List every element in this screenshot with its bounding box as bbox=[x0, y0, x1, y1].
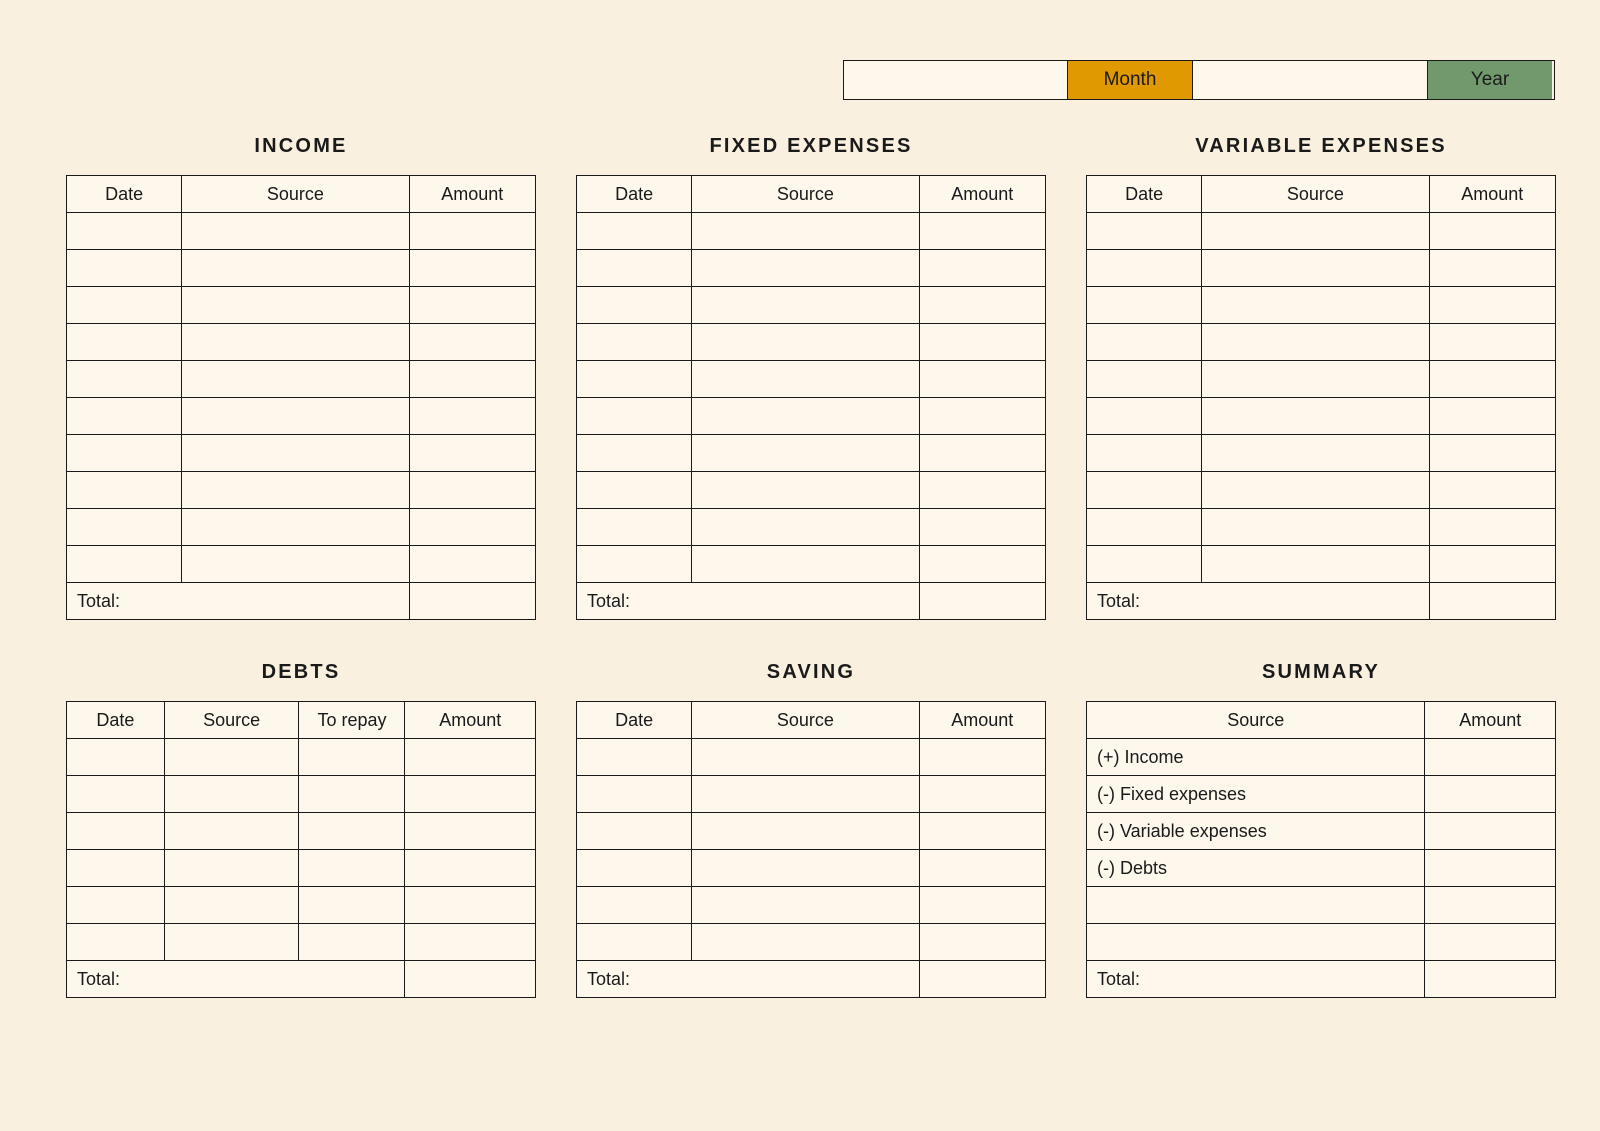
summary-row-value[interactable] bbox=[1425, 924, 1556, 961]
table-row[interactable] bbox=[1087, 324, 1556, 361]
variable-cell-date[interactable] bbox=[1087, 472, 1202, 509]
variable-cell-source[interactable] bbox=[1202, 546, 1429, 583]
summary-row-label: (-) Variable expenses bbox=[1087, 813, 1425, 850]
debts-cell-amount[interactable] bbox=[405, 850, 536, 887]
table-row[interactable] bbox=[1087, 472, 1556, 509]
debts-col-source: Source bbox=[164, 702, 299, 739]
summary-row-label: (-) Fixed expenses bbox=[1087, 776, 1425, 813]
table-row[interactable] bbox=[577, 850, 1046, 887]
income-cell-amount[interactable] bbox=[409, 509, 535, 546]
income-cell-date[interactable] bbox=[67, 361, 182, 398]
debts-cell-date[interactable] bbox=[67, 813, 165, 850]
income-cell-source[interactable] bbox=[182, 472, 409, 509]
income-table bbox=[66, 175, 536, 620]
income-cell-amount[interactable] bbox=[409, 472, 535, 509]
saving-cell-amount[interactable] bbox=[919, 739, 1045, 776]
income-total-value[interactable] bbox=[409, 583, 535, 620]
fixed-cell-date[interactable] bbox=[577, 546, 692, 583]
debts-cell-date[interactable] bbox=[67, 739, 165, 776]
fixed-cell-source[interactable] bbox=[692, 509, 919, 546]
variable-cell-source[interactable] bbox=[1202, 509, 1429, 546]
fixed-cell-date[interactable] bbox=[577, 213, 692, 250]
table-row[interactable] bbox=[577, 776, 1046, 813]
saving-table bbox=[576, 701, 1046, 998]
saving-total-label: Total: bbox=[577, 961, 920, 998]
saving-cell-source[interactable] bbox=[692, 887, 919, 924]
debts-cell-source[interactable] bbox=[164, 887, 299, 924]
table-row[interactable] bbox=[1087, 250, 1556, 287]
table-row[interactable] bbox=[67, 287, 536, 324]
debts-col-date: Date bbox=[67, 702, 165, 739]
income-col-source: Source bbox=[182, 176, 409, 213]
table-row[interactable] bbox=[67, 324, 536, 361]
debts-cell-source[interactable] bbox=[164, 776, 299, 813]
variable-cell-date[interactable] bbox=[1087, 435, 1202, 472]
table-row[interactable] bbox=[1087, 813, 1556, 850]
table-row[interactable] bbox=[1087, 361, 1556, 398]
section-saving bbox=[576, 661, 1046, 998]
income-cell-amount[interactable] bbox=[409, 287, 535, 324]
variable-cell-date[interactable] bbox=[1087, 398, 1202, 435]
debts-cell-amount[interactable] bbox=[405, 776, 536, 813]
fixed-cell-amount[interactable] bbox=[919, 250, 1045, 287]
section-variable-expenses bbox=[1086, 135, 1556, 620]
table-row[interactable] bbox=[67, 250, 536, 287]
summary-row-label[interactable] bbox=[1087, 924, 1425, 961]
table-row[interactable] bbox=[577, 324, 1046, 361]
variable-cell-source[interactable] bbox=[1202, 213, 1429, 250]
fixed-cell-source[interactable] bbox=[692, 213, 919, 250]
table-row[interactable] bbox=[1087, 924, 1556, 961]
income-cell-source[interactable] bbox=[182, 546, 409, 583]
saving-cell-amount[interactable] bbox=[919, 924, 1045, 961]
income-cell-amount[interactable] bbox=[409, 250, 535, 287]
variable-cell-date[interactable] bbox=[1087, 250, 1202, 287]
debts-col-amount: Amount bbox=[405, 702, 536, 739]
saving-cell-date[interactable] bbox=[577, 924, 692, 961]
variable-cell-source[interactable] bbox=[1202, 361, 1429, 398]
debts-cell-source[interactable] bbox=[164, 850, 299, 887]
fixed-cell-amount[interactable] bbox=[919, 361, 1045, 398]
table-row[interactable] bbox=[67, 361, 536, 398]
debts-total-value[interactable] bbox=[405, 961, 536, 998]
debts-cell-source[interactable] bbox=[164, 813, 299, 850]
table-row[interactable] bbox=[1087, 213, 1556, 250]
fixed-cell-amount[interactable] bbox=[919, 546, 1045, 583]
section-income bbox=[66, 135, 536, 620]
income-cell-date[interactable] bbox=[67, 250, 182, 287]
income-total-row[interactable] bbox=[67, 583, 536, 620]
variable-cell-amount[interactable] bbox=[1429, 324, 1555, 361]
table-row[interactable] bbox=[67, 739, 536, 776]
section-fixed-expenses bbox=[576, 135, 1046, 620]
table-row[interactable] bbox=[1087, 287, 1556, 324]
table-row[interactable] bbox=[67, 509, 536, 546]
income-cell-source[interactable] bbox=[182, 287, 409, 324]
fixed-expenses-header-row bbox=[577, 176, 1046, 213]
income-col-amount: Amount bbox=[409, 176, 535, 213]
income-cell-amount[interactable] bbox=[409, 324, 535, 361]
income-title: INCOME bbox=[254, 135, 348, 157]
summary-row-label: (-) Debts bbox=[1087, 850, 1425, 887]
variable-cell-amount[interactable] bbox=[1429, 213, 1555, 250]
income-cell-date[interactable] bbox=[67, 472, 182, 509]
table-row[interactable] bbox=[1087, 546, 1556, 583]
saving-cell-amount[interactable] bbox=[919, 887, 1045, 924]
summary-row-label: (+) Income bbox=[1087, 739, 1425, 776]
debts-header-row bbox=[67, 702, 536, 739]
summary-row-label[interactable] bbox=[1087, 887, 1425, 924]
variable-cell-amount[interactable] bbox=[1429, 509, 1555, 546]
debts-cell-to-repay[interactable] bbox=[299, 739, 405, 776]
variable-expenses-header-row bbox=[1087, 176, 1556, 213]
table-row[interactable] bbox=[67, 435, 536, 472]
table-row[interactable] bbox=[1087, 398, 1556, 435]
saving-cell-amount[interactable] bbox=[919, 813, 1045, 850]
debts-cell-date[interactable] bbox=[67, 776, 165, 813]
variable-cell-date[interactable] bbox=[1087, 509, 1202, 546]
variable-cell-date[interactable] bbox=[1087, 361, 1202, 398]
table-row[interactable] bbox=[1087, 850, 1556, 887]
debts-cell-amount[interactable] bbox=[405, 739, 536, 776]
debts-cell-amount[interactable] bbox=[405, 924, 536, 961]
table-row[interactable] bbox=[1087, 509, 1556, 546]
variable-expenses-table bbox=[1086, 175, 1556, 620]
summary-total-value[interactable] bbox=[1425, 961, 1556, 998]
variable-cell-amount[interactable] bbox=[1429, 250, 1555, 287]
table-row[interactable] bbox=[67, 924, 536, 961]
income-cell-amount[interactable] bbox=[409, 398, 535, 435]
variable-cell-amount[interactable] bbox=[1429, 435, 1555, 472]
variable-cell-amount[interactable] bbox=[1429, 361, 1555, 398]
fixed-cell-amount[interactable] bbox=[919, 324, 1045, 361]
year-label: Year bbox=[1428, 61, 1552, 99]
saving-cell-source[interactable] bbox=[692, 776, 919, 813]
income-cell-source[interactable] bbox=[182, 398, 409, 435]
summary-col-source: Source bbox=[1087, 702, 1425, 739]
saving-total-value[interactable] bbox=[919, 961, 1045, 998]
table-row[interactable] bbox=[577, 509, 1046, 546]
fixed-expenses-title: FIXED EXPENSES bbox=[709, 135, 913, 157]
summary-row-value[interactable] bbox=[1425, 850, 1556, 887]
income-cell-source[interactable] bbox=[182, 361, 409, 398]
summary-table bbox=[1086, 701, 1556, 998]
table-row[interactable] bbox=[577, 398, 1046, 435]
sections-grid bbox=[0, 135, 1600, 998]
saving-cell-amount[interactable] bbox=[919, 850, 1045, 887]
table-row[interactable] bbox=[1087, 739, 1556, 776]
saving-cell-date[interactable] bbox=[577, 776, 692, 813]
income-cell-source[interactable] bbox=[182, 509, 409, 546]
fixed-cell-date[interactable] bbox=[577, 472, 692, 509]
debts-title: DEBTS bbox=[261, 661, 341, 683]
fixed-expenses-total-value[interactable] bbox=[919, 583, 1045, 620]
debts-cell-source[interactable] bbox=[164, 739, 299, 776]
variable-cell-amount[interactable] bbox=[1429, 546, 1555, 583]
income-cell-amount[interactable] bbox=[409, 361, 535, 398]
income-cell-amount[interactable] bbox=[409, 435, 535, 472]
fixed-cell-date[interactable] bbox=[577, 324, 692, 361]
income-col-date: Date bbox=[67, 176, 182, 213]
table-row[interactable] bbox=[1087, 776, 1556, 813]
month-label: Month bbox=[1068, 61, 1193, 99]
fixed-expenses-table bbox=[576, 175, 1046, 620]
table-row[interactable] bbox=[577, 435, 1046, 472]
fixed-cell-amount[interactable] bbox=[919, 213, 1045, 250]
table-row[interactable] bbox=[67, 398, 536, 435]
saving-col-source: Source bbox=[692, 702, 919, 739]
table-row[interactable] bbox=[67, 813, 536, 850]
debts-cell-to-repay[interactable] bbox=[299, 850, 405, 887]
sections-row-top bbox=[0, 135, 1600, 620]
summary-col-amount: Amount bbox=[1425, 702, 1556, 739]
saving-cell-date[interactable] bbox=[577, 813, 692, 850]
summary-row-value[interactable] bbox=[1425, 776, 1556, 813]
income-cell-source[interactable] bbox=[182, 213, 409, 250]
variable-expenses-col-date: Date bbox=[1087, 176, 1202, 213]
income-cell-date[interactable] bbox=[67, 509, 182, 546]
table-row[interactable] bbox=[67, 546, 536, 583]
variable-cell-source[interactable] bbox=[1202, 250, 1429, 287]
summary-title: SUMMARY bbox=[1262, 661, 1380, 683]
fixed-cell-source[interactable] bbox=[692, 324, 919, 361]
summary-row-value[interactable] bbox=[1425, 739, 1556, 776]
variable-expenses-title: VARIABLE EXPENSES bbox=[1195, 135, 1447, 157]
variable-cell-amount[interactable] bbox=[1429, 398, 1555, 435]
fixed-cell-date[interactable] bbox=[577, 398, 692, 435]
fixed-cell-source[interactable] bbox=[692, 250, 919, 287]
income-cell-date[interactable] bbox=[67, 546, 182, 583]
fixed-cell-amount[interactable] bbox=[919, 472, 1045, 509]
debts-cell-to-repay[interactable] bbox=[299, 776, 405, 813]
table-row[interactable] bbox=[577, 361, 1046, 398]
section-summary bbox=[1086, 661, 1556, 998]
saving-cell-date[interactable] bbox=[577, 887, 692, 924]
variable-cell-date[interactable] bbox=[1087, 287, 1202, 324]
saving-header-row bbox=[577, 702, 1046, 739]
table-row[interactable] bbox=[67, 213, 536, 250]
section-debts bbox=[66, 661, 536, 998]
variable-cell-date[interactable] bbox=[1087, 324, 1202, 361]
saving-cell-source[interactable] bbox=[692, 739, 919, 776]
table-row[interactable] bbox=[577, 739, 1046, 776]
table-row[interactable] bbox=[67, 472, 536, 509]
saving-cell-source[interactable] bbox=[692, 850, 919, 887]
income-cell-date[interactable] bbox=[67, 213, 182, 250]
fixed-expenses-col-source: Source bbox=[692, 176, 919, 213]
summary-header-row bbox=[1087, 702, 1556, 739]
table-row[interactable] bbox=[577, 924, 1046, 961]
variable-expenses-col-amount: Amount bbox=[1429, 176, 1555, 213]
saving-cell-source[interactable] bbox=[692, 813, 919, 850]
fixed-expenses-col-date: Date bbox=[577, 176, 692, 213]
table-row[interactable] bbox=[577, 813, 1046, 850]
fixed-cell-date[interactable] bbox=[577, 361, 692, 398]
table-row[interactable] bbox=[577, 287, 1046, 324]
income-cell-source[interactable] bbox=[182, 435, 409, 472]
saving-total-row[interactable] bbox=[577, 961, 1046, 998]
variable-cell-source[interactable] bbox=[1202, 472, 1429, 509]
income-cell-date[interactable] bbox=[67, 435, 182, 472]
variable-cell-amount[interactable] bbox=[1429, 472, 1555, 509]
fixed-cell-date[interactable] bbox=[577, 250, 692, 287]
income-header-row bbox=[67, 176, 536, 213]
debts-col-to-repay: To repay bbox=[299, 702, 405, 739]
saving-cell-date[interactable] bbox=[577, 850, 692, 887]
income-cell-source[interactable] bbox=[182, 250, 409, 287]
month-year-bar bbox=[843, 60, 1555, 100]
variable-cell-source[interactable] bbox=[1202, 398, 1429, 435]
fixed-expenses-col-amount: Amount bbox=[919, 176, 1045, 213]
summary-total-label: Total: bbox=[1087, 961, 1425, 998]
variable-expenses-total-label: Total: bbox=[1087, 583, 1430, 620]
income-cell-amount[interactable] bbox=[409, 546, 535, 583]
debts-cell-source[interactable] bbox=[164, 924, 299, 961]
fixed-cell-amount[interactable] bbox=[919, 398, 1045, 435]
table-row[interactable] bbox=[1087, 435, 1556, 472]
table-row[interactable] bbox=[67, 776, 536, 813]
income-cell-source[interactable] bbox=[182, 324, 409, 361]
saving-title: SAVING bbox=[766, 661, 856, 683]
fixed-expenses-total-row[interactable] bbox=[577, 583, 1046, 620]
fixed-cell-amount[interactable] bbox=[919, 435, 1045, 472]
year-value-field[interactable] bbox=[1193, 61, 1428, 99]
saving-cell-date[interactable] bbox=[577, 739, 692, 776]
summary-row-value[interactable] bbox=[1425, 887, 1556, 924]
variable-expenses-col-source: Source bbox=[1202, 176, 1429, 213]
table-row[interactable] bbox=[577, 250, 1046, 287]
fixed-cell-source[interactable] bbox=[692, 361, 919, 398]
saving-col-date: Date bbox=[577, 702, 692, 739]
debts-total-row[interactable] bbox=[67, 961, 536, 998]
saving-col-amount: Amount bbox=[919, 702, 1045, 739]
table-row[interactable] bbox=[67, 850, 536, 887]
fixed-cell-amount[interactable] bbox=[919, 287, 1045, 324]
variable-cell-date[interactable] bbox=[1087, 546, 1202, 583]
fixed-cell-date[interactable] bbox=[577, 435, 692, 472]
table-row[interactable] bbox=[67, 887, 536, 924]
saving-cell-amount[interactable] bbox=[919, 776, 1045, 813]
fixed-cell-source[interactable] bbox=[692, 398, 919, 435]
variable-expenses-total-row[interactable] bbox=[1087, 583, 1556, 620]
saving-cell-source[interactable] bbox=[692, 924, 919, 961]
table-row[interactable] bbox=[577, 887, 1046, 924]
debts-cell-to-repay[interactable] bbox=[299, 813, 405, 850]
sections-row-bottom bbox=[0, 661, 1600, 998]
table-row[interactable] bbox=[1087, 887, 1556, 924]
table-row[interactable] bbox=[577, 472, 1046, 509]
debts-cell-to-repay[interactable] bbox=[299, 887, 405, 924]
income-cell-date[interactable] bbox=[67, 398, 182, 435]
variable-cell-source[interactable] bbox=[1202, 435, 1429, 472]
variable-cell-amount[interactable] bbox=[1429, 287, 1555, 324]
debts-cell-date[interactable] bbox=[67, 924, 165, 961]
fixed-cell-date[interactable] bbox=[577, 509, 692, 546]
variable-expenses-total-value[interactable] bbox=[1429, 583, 1555, 620]
fixed-cell-source[interactable] bbox=[692, 546, 919, 583]
fixed-cell-date[interactable] bbox=[577, 287, 692, 324]
debts-total-label: Total: bbox=[67, 961, 405, 998]
variable-cell-source[interactable] bbox=[1202, 324, 1429, 361]
fixed-cell-source[interactable] bbox=[692, 472, 919, 509]
debts-cell-amount[interactable] bbox=[405, 887, 536, 924]
debts-cell-date[interactable] bbox=[67, 850, 165, 887]
debts-cell-date[interactable] bbox=[67, 887, 165, 924]
income-cell-date[interactable] bbox=[67, 324, 182, 361]
variable-cell-source[interactable] bbox=[1202, 287, 1429, 324]
debts-cell-to-repay[interactable] bbox=[299, 924, 405, 961]
fixed-expenses-total-label: Total: bbox=[577, 583, 920, 620]
income-cell-amount[interactable] bbox=[409, 213, 535, 250]
summary-total-row[interactable] bbox=[1087, 961, 1556, 998]
variable-cell-date[interactable] bbox=[1087, 213, 1202, 250]
table-row[interactable] bbox=[577, 546, 1046, 583]
fixed-cell-source[interactable] bbox=[692, 435, 919, 472]
income-cell-date[interactable] bbox=[67, 287, 182, 324]
fixed-cell-amount[interactable] bbox=[919, 509, 1045, 546]
month-value-field[interactable] bbox=[844, 61, 1068, 99]
debts-cell-amount[interactable] bbox=[405, 813, 536, 850]
income-total-label: Total: bbox=[67, 583, 410, 620]
table-row[interactable] bbox=[577, 213, 1046, 250]
fixed-cell-source[interactable] bbox=[692, 287, 919, 324]
debts-table bbox=[66, 701, 536, 998]
summary-row-value[interactable] bbox=[1425, 813, 1556, 850]
